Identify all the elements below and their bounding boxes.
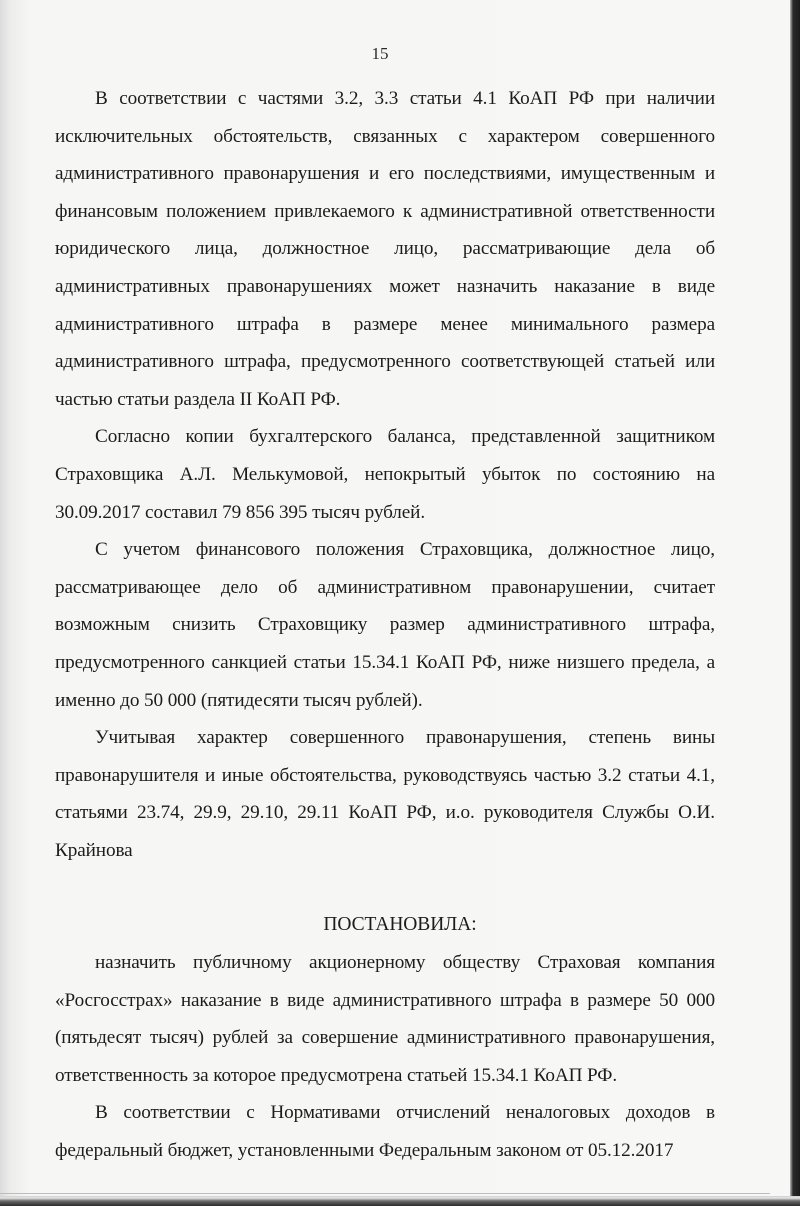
scan-edge-bottom: [0, 1196, 800, 1206]
paragraph-considering: Учитывая характер совершенного правонарушения, степень вины правонарушителя и иные обстоятельства, руководствуясь частью 3.2 статьи 4.1, статьями 23.74, 29.9, 29.10, 29.11 КоАП РФ, и.о. руководителя Службы О.И. Крайнова: [55, 727, 715, 861]
ruling-heading: ПОСТАНОВИЛА:: [323, 914, 477, 936]
paragraph-balance-sheet: Согласно копии бухгалтерского баланса, представленной защитником Страховщика А.Л. Мелькумовой, непокрытый убыток по состоянию на 30.09.2017 составил 79 856 395 тысяч рублей.: [55, 426, 715, 523]
scan-bottom-rule: [0, 1193, 770, 1194]
paragraph-financial-position: С учетом финансового положения Страховщика, должностное лицо, рассматривающее дело об административном правонарушении, считает возможным снизить Страховщику размер административного штрафа, предусмотренного санкцией статьи 15.34.1 КоАП РФ, ниже низшего предела, а именно до 50 000 (пятидесяти тысяч рублей).: [55, 539, 715, 711]
scan-edge-right: [790, 0, 800, 1206]
document-body: [55, 80, 715, 1170]
paragraph-legal-basis: В соответствии с частями 3.2, 3.3 статьи 4.1 КоАП РФ при наличии исключительных обстоятельств, связанных с характером совершенного административного правонарушения и его последствиями, имущественным и финансовым положением привлекаемого к административной ответственности юридического лица, должностное лицо, рассматривающие дела об административных правонарушениях может назначить наказание в виде административного штрафа в размере менее минимального размера административного штрафа, предусмотренного соответствующей статьей или частью статьи раздела II КоАП РФ.: [55, 88, 715, 410]
page-number: 15: [371, 44, 389, 63]
paragraph-budget-norms: В соответствии с Нормативами отчислений неналоговых доходов в федеральный бюджет, установленными Федеральным законом от 05.12.2017: [55, 1102, 715, 1162]
paragraph-ruling: назначить публичному акционерному обществу Страховая компания «Росгосстрах» наказание в виде административного штрафа в размере 50 000 (пятьдесят тысяч) рублей за совершение административного правонарушения, ответственность за которое предусмотрена статьей 15.34.1 КоАП РФ.: [55, 952, 715, 1086]
